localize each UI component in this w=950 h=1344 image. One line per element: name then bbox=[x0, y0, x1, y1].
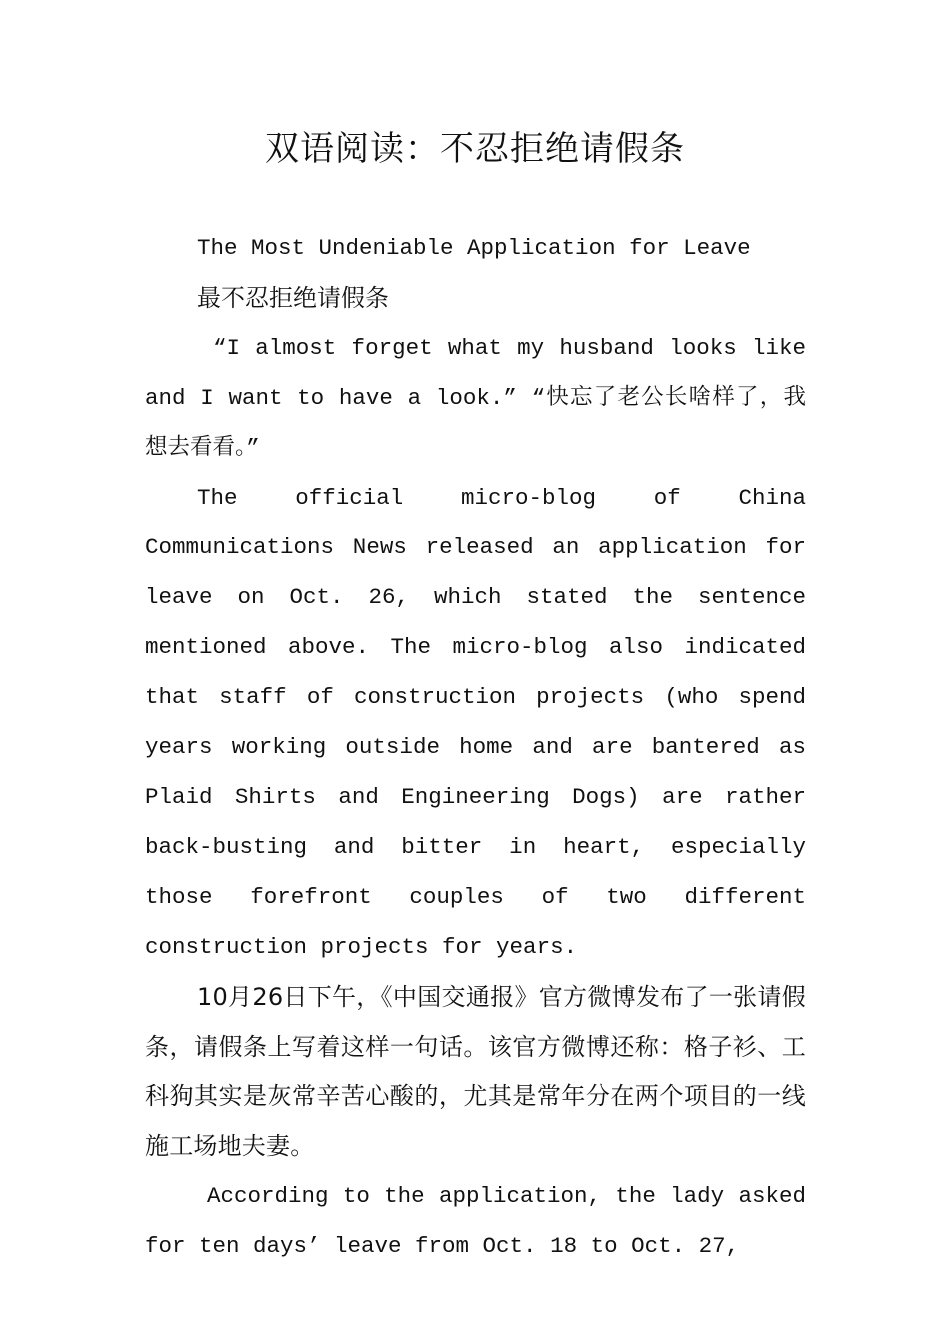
english-paragraph-2: According to the application, the lady asked for ten days’ leave from Oct. 18 to Oct. 27, bbox=[145, 1183, 806, 1260]
quote-paragraph: “I almost forget what my husband looks like and I want to have a look.” “快忘了老公长啥样了，我想去看看。” bbox=[145, 334, 806, 461]
english-heading: The Most Undeniable Application for Leave bbox=[197, 235, 751, 261]
page-title: 双语阅读：不忍拒绝请假条 bbox=[265, 129, 685, 169]
article-body bbox=[145, 224, 806, 1272]
chinese-heading: 最不忍拒绝请假条 bbox=[197, 283, 389, 312]
english-paragraph-1: The official micro-blog of China Communications News released an application for leave on Oct. 26, which stated the sentence mentioned above. The micro-blog also indicated that staff of construction projects (who spend years working outside home and are bantered as Plaid Shirts and Engineering Dogs) are rather back-busting and bitter in heart, especially those forefront couples of two different construction projects for years. bbox=[145, 484, 806, 960]
chinese-paragraph-1: 10月26日下午，《中国交通报》官方微博发布了一张请假条，请假条上写着这样一句话。该官方微博还称：格子衫、工科狗其实是灰常辛苦心酸的，尤其是常年分在两个项目的一线施工场地夫妻。 bbox=[145, 982, 806, 1161]
